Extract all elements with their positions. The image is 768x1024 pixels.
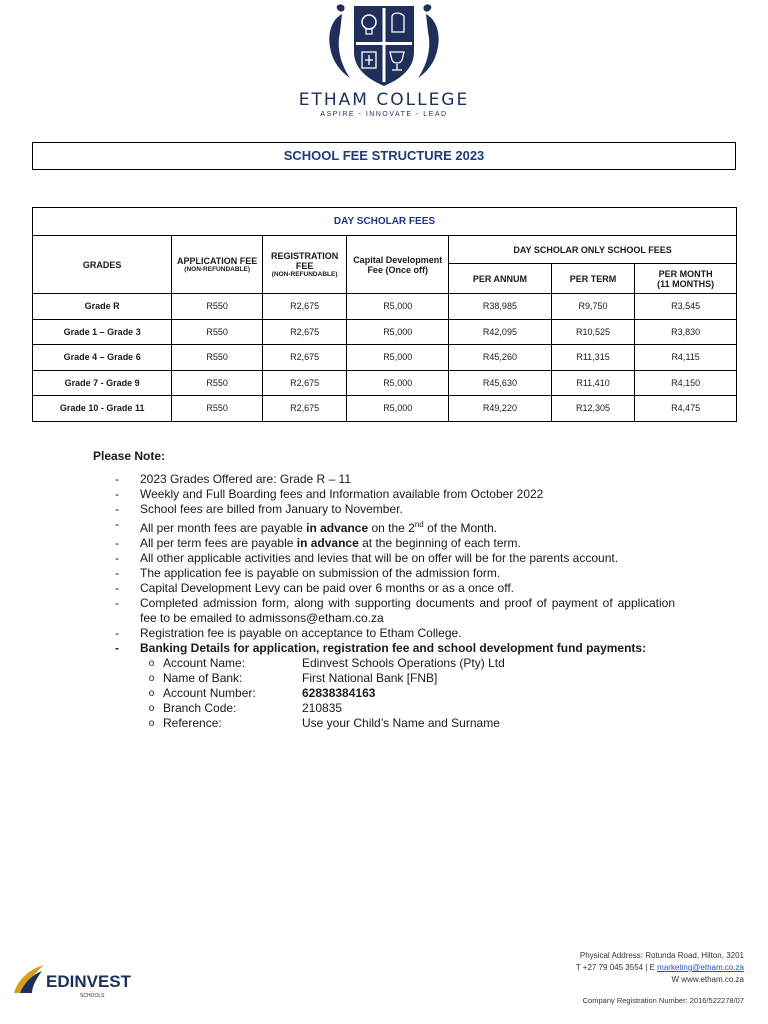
header-application: APPLICATION FEE (NON-REFUNDABLE) <box>172 236 263 294</box>
bank-row: o Account Number: 62838384163 <box>140 686 675 701</box>
footer-contact <box>576 950 744 986</box>
cell-annum: R38,985 <box>449 294 552 320</box>
bank-row: o Branch Code: 210835 <box>140 701 675 716</box>
cell-term: R10,525 <box>551 319 634 345</box>
cell-capital: R5,000 <box>347 396 449 422</box>
cell-grade: Grade R <box>33 294 172 320</box>
notes-title: Please Note: <box>93 449 166 463</box>
college-name: ETHAM COLLEGE <box>298 90 470 110</box>
table-row <box>33 345 737 371</box>
header-per-month: PER MONTH (11 MONTHS) <box>635 264 737 294</box>
cell-registration: R2,675 <box>262 319 346 345</box>
page-title: SCHOOL FEE STRUCTURE 2023 <box>32 142 736 170</box>
cell-annum: R42,095 <box>449 319 552 345</box>
cell-term: R11,410 <box>551 370 634 396</box>
notes-list <box>115 472 675 731</box>
cell-application: R550 <box>172 370 263 396</box>
cell-term: R11,315 <box>551 345 634 371</box>
list-item: - 2023 Grades Offered are: Grade R – 11 <box>115 472 675 487</box>
list-item: - School fees are billed from January to November. <box>115 502 675 517</box>
cell-capital: R5,000 <box>347 294 449 320</box>
svg-text:EDINVEST: EDINVEST <box>46 972 132 991</box>
cell-grade: Grade 1 – Grade 3 <box>33 319 172 345</box>
cell-month: R3,830 <box>635 319 737 345</box>
list-item: - All other applicable activities and levies that will be on offer will be for the parents account. <box>115 551 675 566</box>
cell-registration: R2,675 <box>262 370 346 396</box>
bank-row: o Account Name: Edinvest Schools Operations (Pty) Ltd <box>140 656 675 671</box>
table-row <box>33 370 737 396</box>
cell-registration: R2,675 <box>262 396 346 422</box>
table-row <box>33 294 737 320</box>
cell-annum: R49,220 <box>449 396 552 422</box>
cell-application: R550 <box>172 396 263 422</box>
header-per-term: PER TERM <box>551 264 634 294</box>
edinvest-logo <box>10 959 132 1001</box>
footer-phone: T +27 79 045 3554 | E marketing@etham.co.za <box>575 963 744 972</box>
list-item: - The application fee is payable on submission of the admission form. <box>115 566 675 581</box>
header-grades: GRADES <box>33 236 172 294</box>
cell-annum: R45,630 <box>449 370 552 396</box>
cell-month: R4,150 <box>635 370 737 396</box>
cell-application: R550 <box>172 319 263 345</box>
cell-annum: R45,260 <box>449 345 552 371</box>
list-item: - All per month fees are payable in advance on the 2nd of the Month. <box>115 517 675 536</box>
footer-address: Physical Address: Rotunda Road, Hilton, 3201 <box>579 951 744 960</box>
cell-capital: R5,000 <box>347 319 449 345</box>
list-item: - All per term fees are payable in advance at the beginning of each term. <box>115 536 675 551</box>
cell-registration: R2,675 <box>262 294 346 320</box>
footer-email-link[interactable]: marketing@etham.co.za <box>657 963 744 972</box>
cell-grade: Grade 10 - Grade 11 <box>33 396 172 422</box>
footer-registration: Company Registration Number: 2016/522278/07 <box>582 996 744 1005</box>
banking-details-heading: - Banking Details for application, registration fee and school development fund payments: o Account Name: Edinvest Schools Operations (Pty) Ltd o Name of Bank: First National Bank [FNB] o Account Number: 62838384163 o Branch Code: 210835 o Reference: Use your Child’s Name and Surname <box>115 641 675 731</box>
header-capital: Capital Development Fee (Once off) <box>347 236 449 294</box>
college-motto: ASPIRE - INNOVATE - LEAD <box>320 111 448 118</box>
cell-month: R4,115 <box>635 345 737 371</box>
table-row <box>33 319 737 345</box>
cell-application: R550 <box>172 345 263 371</box>
cell-registration: R2,675 <box>262 345 346 371</box>
header-school-fees: DAY SCHOLAR ONLY SCHOOL FEES <box>449 236 737 264</box>
footer-web[interactable]: W www.etham.co.za <box>671 975 744 984</box>
list-item: - Completed admission form, along with supporting documents and proof of payment of application fee to be emailed to admissons@etham.co.za <box>115 596 675 626</box>
bank-row: o Name of Bank: First National Bank [FNB] <box>140 671 675 686</box>
cell-term: R9,750 <box>551 294 634 320</box>
table-band-title: DAY SCHOLAR FEES <box>33 208 737 236</box>
cell-month: R4,475 <box>635 396 737 422</box>
cell-grade: Grade 4 – Grade 6 <box>33 345 172 371</box>
cell-capital: R5,000 <box>347 370 449 396</box>
header-per-annum: PER ANNUM <box>449 264 552 294</box>
cell-month: R3,545 <box>635 294 737 320</box>
college-crest-logo <box>324 2 444 88</box>
bank-row: o Reference: Use your Child’s Name and Surname <box>140 716 675 731</box>
banking-details-list <box>140 656 675 731</box>
cell-application: R550 <box>172 294 263 320</box>
list-item: - Capital Development Levy can be paid over 6 months or as a once off. <box>115 581 675 596</box>
header-registration: REGISTRATION FEE (NON-REFUNDABLE) <box>262 236 346 294</box>
cell-grade: Grade 7 - Grade 9 <box>33 370 172 396</box>
table-row <box>33 396 737 422</box>
cell-capital: R5,000 <box>347 345 449 371</box>
cell-term: R12,305 <box>551 396 634 422</box>
list-item: - Weekly and Full Boarding fees and Information available from October 2022 <box>115 487 675 502</box>
fee-table <box>32 207 737 422</box>
list-item: - Registration fee is payable on acceptance to Etham College. <box>115 626 675 641</box>
svg-text:SCHOOLS: SCHOOLS <box>80 993 105 999</box>
